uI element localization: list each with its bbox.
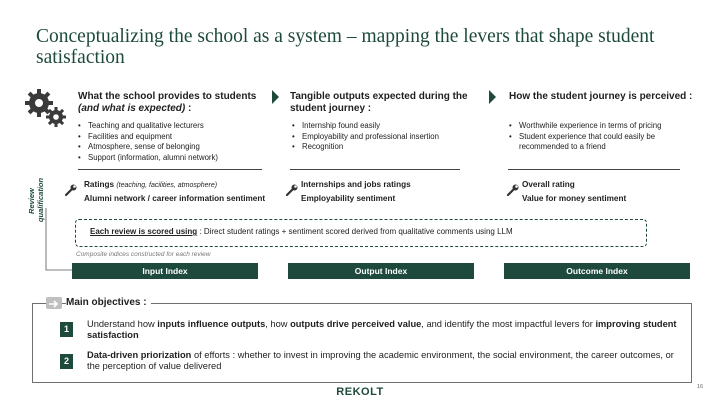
divider [290, 169, 460, 170]
composite-note: Composite indices constructed for each review [76, 251, 211, 258]
column-heading-inputs: What the school provides to students (and what is expected) : [78, 91, 257, 114]
scoring-note: Each review is scored using : Direct student ratings + sentiment scored derived from qualitative comments using LLM [90, 227, 513, 236]
gears-icon [22, 86, 68, 130]
objectives-title: Main objectives : [66, 297, 151, 308]
objective-1-text: Understand how inputs influence outputs, how outputs drive perceived value, and identify the most impactful levers for improving student satisfaction [87, 319, 677, 340]
svg-text:Review qualification: Review qualification [27, 177, 45, 223]
outcomes-bullet-list [507, 121, 692, 153]
inputs-bullet-list [76, 121, 276, 163]
wrench-icon [64, 183, 78, 197]
slide-title: Conceptualizing the school as a system – mapping the levers that shape student satisfaction [36, 26, 655, 68]
inputs-ratings: Ratings (teaching, facilities, atmosphere) Alumni network / career information sentiment [84, 180, 266, 203]
outcome-index-bar: Outcome Index [504, 263, 690, 279]
objective-2-text: Data-driven priorization of efforts : whether to invest in improving the academic environment, the social environment, the career outcomes, or the perception of value delivered [87, 350, 674, 371]
column-heading-outputs: Tangible outputs expected during the student journey : [290, 91, 468, 114]
outcomes-ratings: Overall rating Value for money sentiment [522, 180, 627, 203]
brand-logo: REKOLT [336, 386, 384, 398]
input-index-bar: Input Index [72, 263, 258, 279]
list-item: • Internship found easily [290, 121, 490, 132]
list-item: • Student experience that could easily be recommended to a friend [507, 132, 692, 153]
list-item: • Employability and professional insertion [290, 132, 490, 143]
list-item: • Atmosphere, sense of belonging [76, 142, 276, 153]
objective-number: 1 [60, 322, 73, 337]
list-item: • Support (information, alumni network) [76, 153, 276, 164]
list-item: • Recognition [290, 142, 490, 153]
list-item: • Worthwhile experience in terms of pricing [507, 121, 692, 132]
objective-number: 2 [60, 354, 73, 369]
output-index-bar: Output Index [288, 263, 474, 279]
outputs-ratings: Internships and jobs ratings Employability sentiment [301, 180, 411, 203]
divider [508, 169, 680, 170]
list-item: • Facilities and equipment [76, 132, 276, 143]
wrench-icon [285, 183, 299, 197]
chevron-right-icon [489, 90, 496, 104]
page-number: 16 [697, 384, 704, 390]
column-heading-outcomes: How the student journey is perceived : [509, 91, 693, 102]
outputs-bullet-list [290, 121, 490, 153]
arrow-right-icon [46, 297, 62, 309]
list-item: • Teaching and qualitative lecturers [76, 121, 276, 132]
divider [78, 169, 262, 170]
wrench-icon [506, 183, 520, 197]
